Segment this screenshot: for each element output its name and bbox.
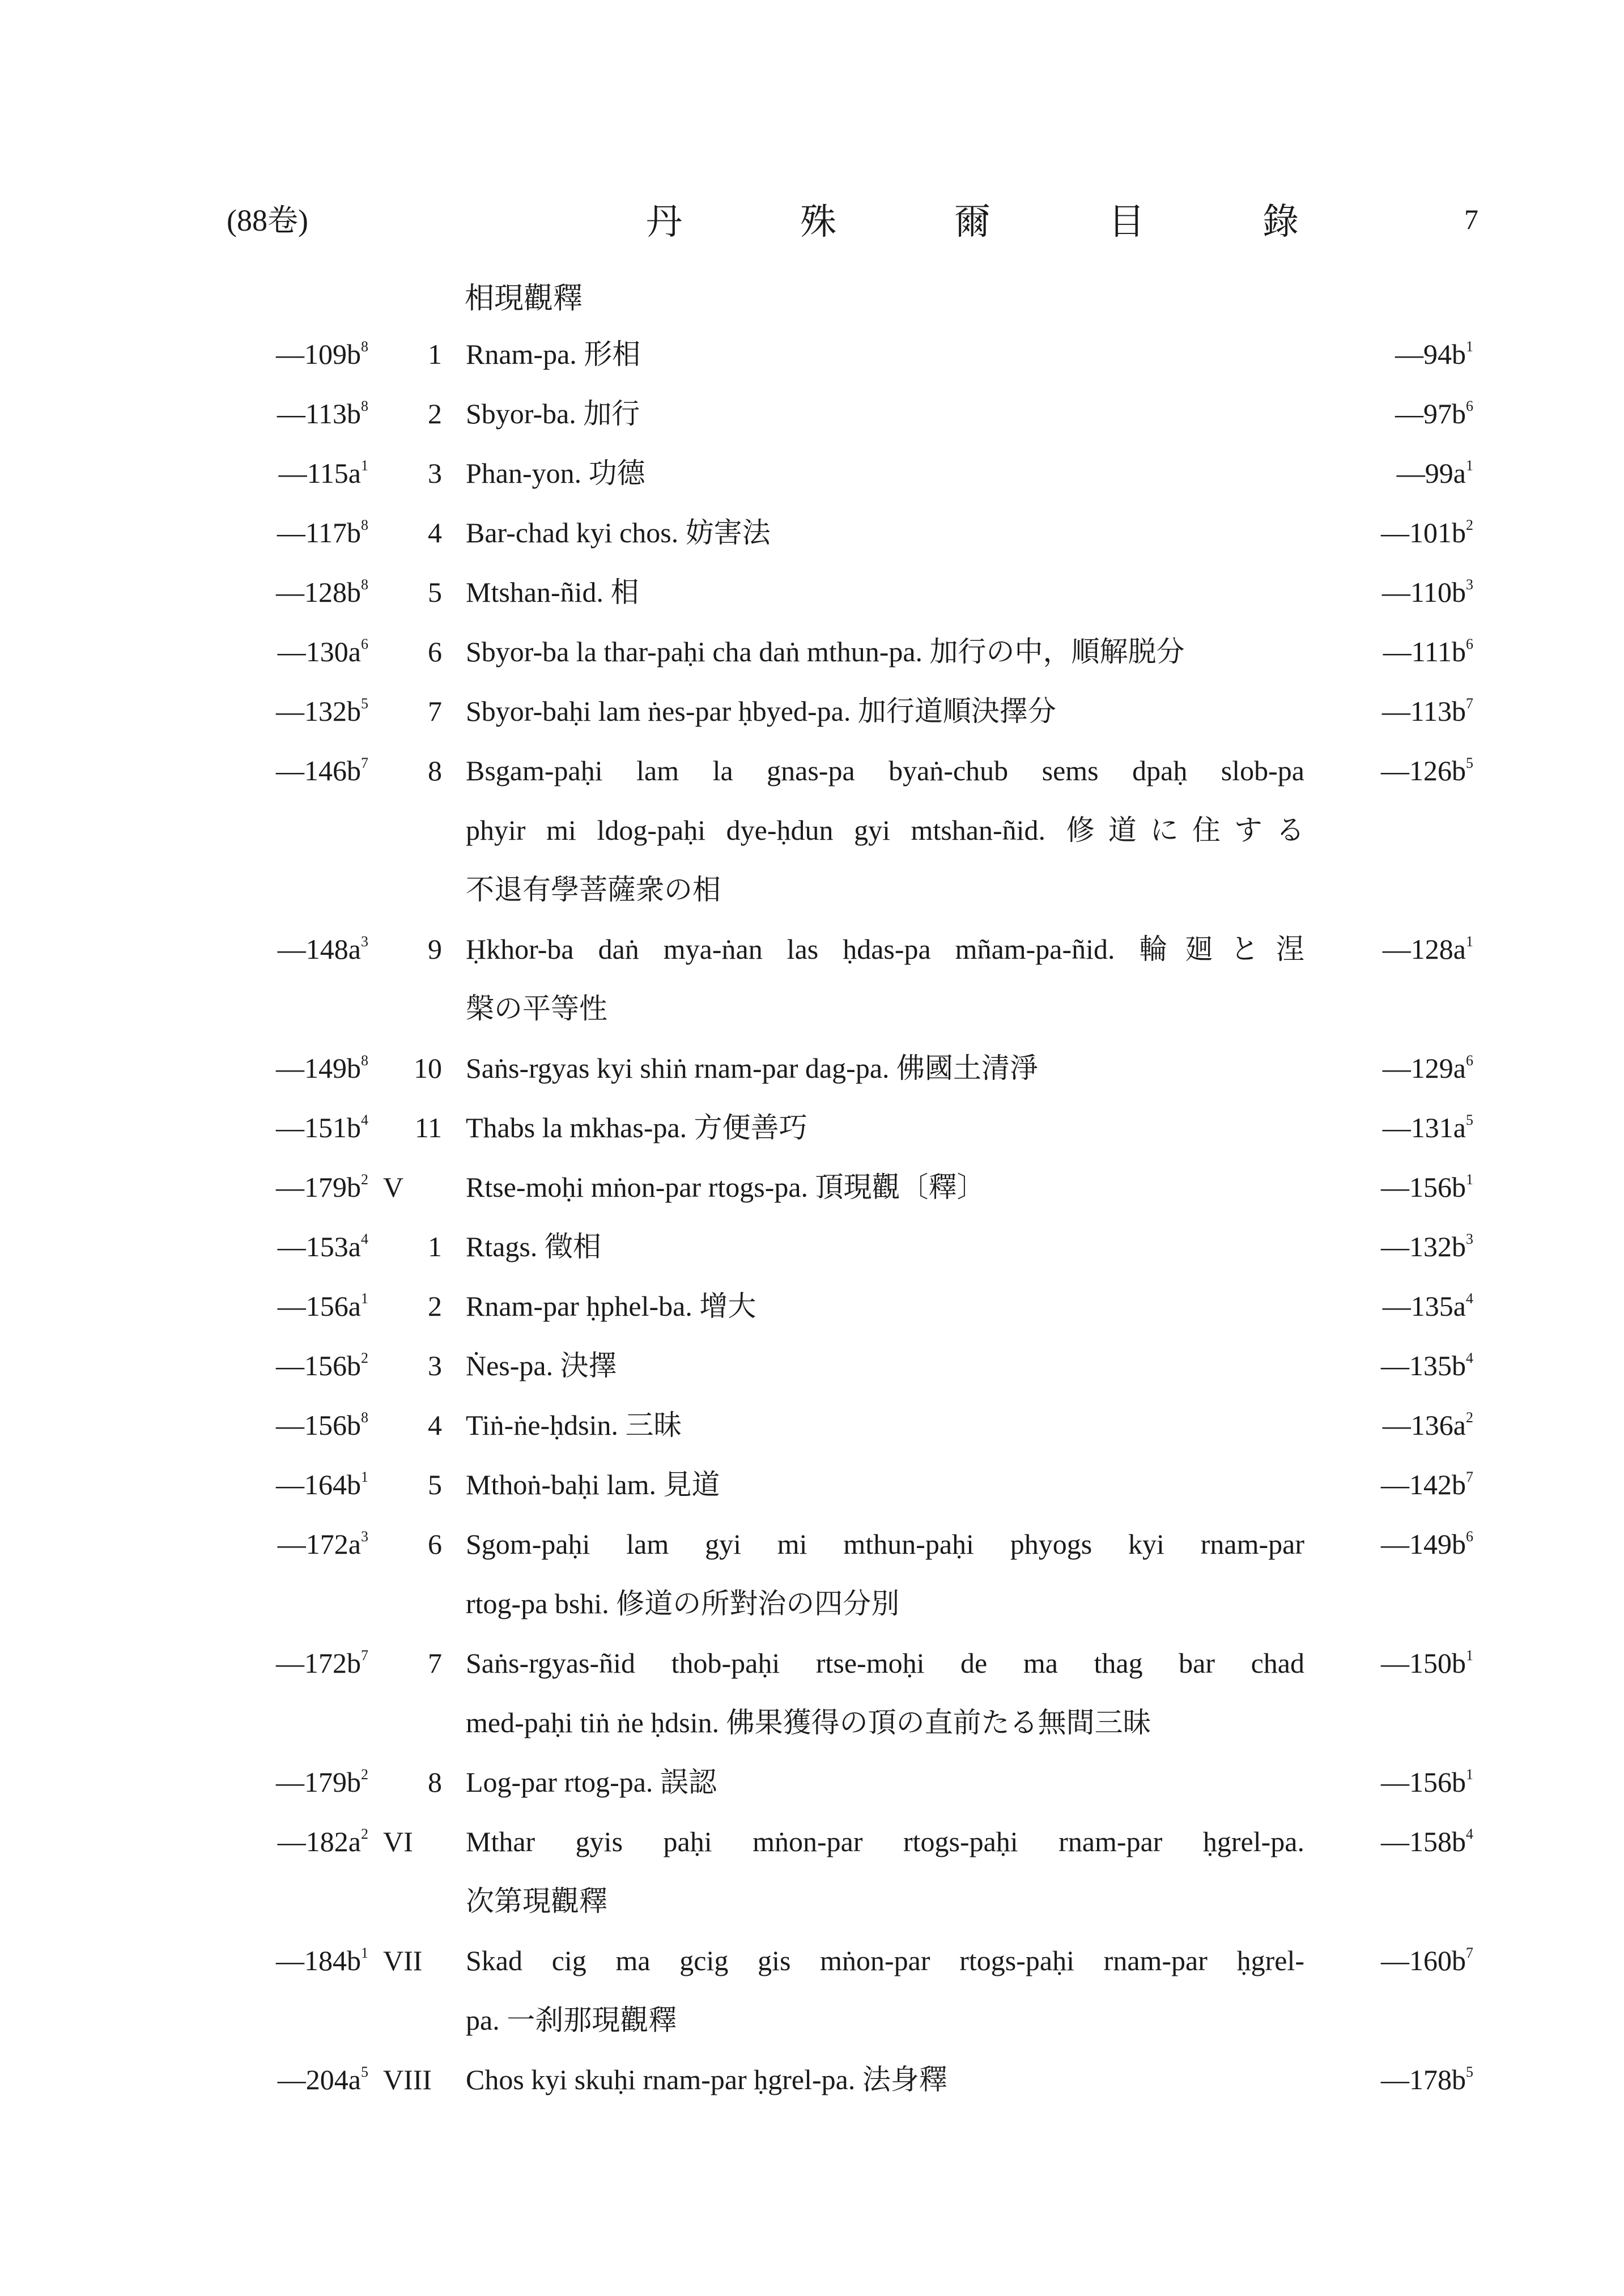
folio-reference-right: $—156b^1$ <box>1381 1171 1473 1203</box>
page-title: 丹 殊 爾 目 錄 <box>646 202 1353 242</box>
entry-number: 6 <box>428 1528 442 1560</box>
folio-line-superscript: 2 <box>361 1350 368 1366</box>
folio-line-superscript: 2 <box>1466 1409 1473 1426</box>
folio-reference-left: $—182a^2$ <box>277 1826 368 1857</box>
entry-title-text: phyir mi ldog-paḥi dye-ḥdun gyi mtshan-ñid. 修道に住する <box>466 814 1304 846</box>
folio-reference-right: $—126b^5$ <box>1381 755 1473 786</box>
folio-line-superscript: 1 <box>361 1469 368 1485</box>
catalog-entry <box>0 334 1624 394</box>
folio-reference-right: $—149b^6$ <box>1381 1528 1473 1560</box>
section-subheading: 相現觀釋 <box>465 283 583 315</box>
entry-line <box>0 1881 1624 1941</box>
entry-title-text: 不退有學菩薩衆の相 <box>466 874 721 905</box>
folio-reference-left: $—179b^2$ <box>276 1766 368 1798</box>
entry-title-text: Bsgam-paḥi lam la gnas-pa byaṅ-chub sems dpaḥ slob-pa <box>466 755 1304 786</box>
folio-line-superscript: 4 <box>1466 1290 1473 1307</box>
folio-reference-right: $—135b^4$ <box>1381 1350 1473 1381</box>
entry-line <box>0 572 1624 632</box>
folio-reference-right: $—158b^4$ <box>1381 1826 1473 1857</box>
entry-number: 9 <box>428 933 442 965</box>
catalog-entry <box>0 1286 1624 1346</box>
entry-line <box>0 2000 1624 2060</box>
folio-reference-right: $—135a^4$ <box>1382 1290 1473 1322</box>
entry-title-text: 次第現觀釋 <box>466 1885 607 1917</box>
entry-line <box>0 810 1624 870</box>
entry-title-text: Rnam-par ḥphel-ba. 增大 <box>466 1290 756 1322</box>
folio-line-superscript: 5 <box>361 695 368 712</box>
entry-number: 8 <box>428 1766 442 1798</box>
entry-title-text: Sbyor-ba la thar-paḥi cha daṅ mthun-pa. 加行の中，順解脱分 <box>466 636 1185 667</box>
entry-line <box>0 1822 1624 1881</box>
folio-reference-left: $—179b^2$ <box>276 1171 368 1203</box>
entry-line <box>0 691 1624 751</box>
entry-title-text: Phan-yon. 功德 <box>466 457 645 489</box>
catalog-entry <box>0 572 1624 632</box>
catalog-entry <box>0 1762 1624 1822</box>
entry-line <box>0 1405 1624 1465</box>
folio-line-superscript: 8 <box>361 1052 368 1069</box>
folio-line-superscript: 2 <box>1466 517 1473 533</box>
entry-line <box>0 1108 1624 1167</box>
entry-number: V <box>383 1171 404 1203</box>
folio-reference-left: $—115a^1$ <box>278 457 368 489</box>
folio-line-superscript: 3 <box>1466 1231 1473 1247</box>
folio-reference-left: $—128b^8$ <box>276 576 368 608</box>
entry-title-text: Chos kyi skuḥi rnam-par ḥgrel-pa. 法身釋 <box>466 2064 947 2095</box>
entry-number: 11 <box>414 1112 442 1143</box>
folio-reference-right: $—132b^3$ <box>1381 1231 1473 1262</box>
folio-line-superscript: 6 <box>1466 398 1473 414</box>
folio-line-superscript: 7 <box>1466 1945 1473 1961</box>
entry-title-text: Mtshan-ñid. 相 <box>466 576 639 608</box>
catalog-entry <box>0 691 1624 751</box>
entry-number: 3 <box>428 457 442 489</box>
entry-number: 8 <box>428 755 442 786</box>
folio-reference-right: $—111b^6$ <box>1383 636 1473 667</box>
entry-line <box>0 1227 1624 1286</box>
catalog-entry <box>0 1167 1624 1227</box>
catalog-entry <box>0 2060 1624 2119</box>
catalog-entry <box>0 1524 1624 1643</box>
folio-reference-left: $—109b^8$ <box>276 338 368 370</box>
folio-line-superscript: 1 <box>1466 1766 1473 1783</box>
catalog-entry <box>0 453 1624 513</box>
folio-line-superscript: 6 <box>1466 1052 1473 1069</box>
folio-line-superscript: 5 <box>1466 1112 1473 1128</box>
entry-line <box>0 870 1624 929</box>
folio-line-superscript: 2 <box>361 1766 368 1783</box>
folio-line-superscript: 1 <box>1466 1647 1473 1664</box>
entry-line <box>0 1048 1624 1108</box>
folio-reference-right: $—128a^1$ <box>1382 933 1473 965</box>
page-number: 7 <box>1464 203 1478 235</box>
entry-number: 5 <box>428 1469 442 1500</box>
entry-title-text: med-paḥi tiṅ ṅe ḥdsin. 佛果獲得の頂の直前たる無間三昧 <box>466 1707 1151 1738</box>
folio-line-superscript: 1 <box>361 1945 368 1961</box>
entry-line <box>0 2060 1624 2119</box>
entry-line <box>0 1703 1624 1762</box>
folio-reference-left: $—153a^4$ <box>277 1231 368 1262</box>
entry-line <box>0 1346 1624 1405</box>
folio-line-superscript: 7 <box>361 755 368 771</box>
entry-number: 1 <box>428 1231 442 1262</box>
entry-number: 4 <box>428 1409 442 1441</box>
catalog-entry <box>0 632 1624 691</box>
folio-reference-right: $—160b^7$ <box>1381 1945 1473 1976</box>
volume-label: (88卷) <box>227 203 308 237</box>
entry-number: 5 <box>428 576 442 608</box>
folio-line-superscript: 1 <box>1466 933 1473 950</box>
entry-line <box>0 989 1624 1048</box>
entry-title-text: Thabs la mkhas-pa. 方便善巧 <box>466 1112 807 1143</box>
folio-line-superscript: 4 <box>1466 1826 1473 1842</box>
entry-title-text: Saṅs-rgyas-ñid thob-paḥi rtse-moḥi de ma thag bar chad <box>466 1647 1304 1679</box>
folio-reference-right: $—113b^7$ <box>1381 695 1473 727</box>
catalog-entry <box>0 1405 1624 1465</box>
folio-line-superscript: 5 <box>1466 2064 1473 2080</box>
folio-line-superscript: 4 <box>1466 1350 1473 1366</box>
folio-reference-left: $—151b^4$ <box>276 1112 368 1143</box>
folio-reference-right: $—101b^2$ <box>1381 517 1473 549</box>
catalog-entries <box>0 334 1624 2119</box>
folio-line-superscript: 3 <box>1466 576 1473 593</box>
entry-line <box>0 513 1624 572</box>
entry-number: 2 <box>428 1290 442 1322</box>
entry-line <box>0 1643 1624 1703</box>
folio-line-superscript: 1 <box>1466 457 1473 474</box>
catalog-entry <box>0 1346 1624 1405</box>
entry-line <box>0 453 1624 513</box>
folio-line-superscript: 5 <box>361 2064 368 2080</box>
folio-reference-left: $—148a^3$ <box>277 933 368 965</box>
folio-reference-left: $—113b^8$ <box>277 398 368 430</box>
folio-reference-left: $—172a^3$ <box>277 1528 368 1560</box>
folio-reference-left: $—117b^8$ <box>277 517 368 549</box>
folio-reference-right: $—136a^2$ <box>1382 1409 1473 1441</box>
entry-number: 7 <box>428 1647 442 1679</box>
catalog-entry <box>0 751 1624 929</box>
folio-line-superscript: 8 <box>361 1409 368 1426</box>
folio-reference-left: $—149b^8$ <box>276 1052 368 1084</box>
catalog-entry <box>0 1941 1624 2060</box>
entry-line <box>0 1465 1624 1524</box>
folio-reference-right: $—178b^5$ <box>1381 2064 1473 2095</box>
entry-number: 6 <box>428 636 442 667</box>
entry-title-text: Rtse-moḥi mṅon-par rtogs-pa. 頂現觀〔釋〕 <box>466 1171 985 1203</box>
entry-line <box>0 1167 1624 1227</box>
folio-line-superscript: 6 <box>361 636 368 652</box>
catalog-entry <box>0 929 1624 1048</box>
folio-line-superscript: 8 <box>361 576 368 593</box>
entry-number: 2 <box>428 398 442 430</box>
entry-line <box>0 1286 1624 1346</box>
folio-reference-right: $—97b^6$ <box>1395 398 1473 430</box>
entry-title-text: Tiṅ-ṅe-ḥdsin. 三昧 <box>466 1409 682 1441</box>
entry-number: 4 <box>428 517 442 549</box>
folio-line-superscript: 6 <box>1466 1528 1473 1545</box>
folio-reference-left: $—132b^5$ <box>276 695 368 727</box>
catalog-entry <box>0 1108 1624 1167</box>
entry-line <box>0 1762 1624 1822</box>
folio-reference-right: $—99a^1$ <box>1396 457 1473 489</box>
entry-title-text: Ḥkhor-ba daṅ mya-ṅan las ḥdas-pa mñam-pa-ñid. 輪廻と涅 <box>466 933 1304 965</box>
entry-number: 1 <box>428 338 442 370</box>
folio-line-superscript: 7 <box>361 1647 368 1664</box>
folio-line-superscript: 7 <box>1466 695 1473 712</box>
folio-line-superscript: 2 <box>361 1826 368 1842</box>
folio-line-superscript: 5 <box>1466 755 1473 771</box>
entry-title-text: Saṅs-rgyas kyi shiṅ rnam-par dag-pa. 佛國土清淨 <box>466 1052 1039 1084</box>
entry-title-text: Rtags. 徵相 <box>466 1231 601 1262</box>
catalog-entry <box>0 1465 1624 1524</box>
folio-reference-left: $—164b^1$ <box>276 1469 368 1500</box>
entry-number: 10 <box>414 1052 442 1084</box>
catalog-entry <box>0 1227 1624 1286</box>
folio-reference-right: $—156b^1$ <box>1381 1766 1473 1798</box>
folio-reference-left: $—130a^6$ <box>277 636 368 667</box>
entry-title-text: rtog-pa bshi. 修道の所對治の四分別 <box>466 1588 900 1619</box>
folio-reference-right: $—129a^6$ <box>1382 1052 1473 1084</box>
catalog-entry <box>0 394 1624 453</box>
entry-title-text: 槃の平等性 <box>466 993 607 1024</box>
folio-line-superscript: 1 <box>1466 338 1473 355</box>
entry-number: VIII <box>383 2064 432 2095</box>
catalog-entry <box>0 1643 1624 1762</box>
folio-reference-left: $—184b^1$ <box>276 1945 368 1976</box>
folio-reference-left: $—146b^7$ <box>276 755 368 786</box>
entry-title-text: Mthoṅ-baḥi lam. 見道 <box>466 1469 720 1500</box>
entry-title-text: Sbyor-ba. 加行 <box>466 398 640 430</box>
folio-reference-left: $—156b^2$ <box>276 1350 368 1381</box>
folio-reference-right: $—131a^5$ <box>1382 1112 1473 1143</box>
folio-line-superscript: 1 <box>1466 1171 1473 1188</box>
folio-line-superscript: 2 <box>361 1171 368 1188</box>
entry-title-text: Sbyor-baḥi lam ṅes-par ḥbyed-pa. 加行道順決擇分 <box>466 695 1056 727</box>
entry-title-text: Log-par rtog-pa. 誤認 <box>466 1766 717 1798</box>
entry-number: 3 <box>428 1350 442 1381</box>
entry-line <box>0 632 1624 691</box>
folio-line-superscript: 4 <box>361 1112 368 1128</box>
folio-line-superscript: 8 <box>361 338 368 355</box>
catalog-entry <box>0 513 1624 572</box>
entry-title-text: Ṅes-pa. 決擇 <box>466 1350 617 1381</box>
folio-reference-left: $—156a^1$ <box>277 1290 368 1322</box>
catalog-entry <box>0 1822 1624 1941</box>
folio-line-superscript: 4 <box>361 1231 368 1247</box>
entry-line <box>0 929 1624 989</box>
entry-line <box>0 1524 1624 1584</box>
entry-title-text: Skad cig ma gcig gis mṅon-par rtogs-paḥi rnam-par ḥgrel- <box>466 1945 1304 1976</box>
folio-reference-right: $—142b^7$ <box>1381 1469 1473 1500</box>
entry-title-text: pa. 一刹那現觀釋 <box>466 2004 677 2036</box>
folio-reference-left: $—204a^5$ <box>277 2064 368 2095</box>
entry-number: 7 <box>428 695 442 727</box>
folio-reference-left: $—156b^8$ <box>276 1409 368 1441</box>
entry-title-text: Mthar gyis paḥi mṅon-par rtogs-paḥi rnam-par ḥgrel-pa. <box>466 1826 1304 1857</box>
entry-line <box>0 751 1624 810</box>
folio-line-superscript: 3 <box>361 1528 368 1545</box>
folio-line-superscript: 3 <box>361 933 368 950</box>
entry-number: VI <box>383 1826 413 1857</box>
entry-title-text: Bar-chad kyi chos. 妨害法 <box>466 517 771 549</box>
folio-line-superscript: 8 <box>361 517 368 533</box>
entry-line <box>0 394 1624 453</box>
entry-line <box>0 1941 1624 2000</box>
folio-reference-right: $—110b^3$ <box>1381 576 1473 608</box>
folio-line-superscript: 1 <box>361 457 368 474</box>
folio-line-superscript: 8 <box>361 398 368 414</box>
folio-line-superscript: 7 <box>1466 1469 1473 1485</box>
folio-reference-left: $—172b^7$ <box>276 1647 368 1679</box>
entry-line <box>0 1584 1624 1643</box>
folio-line-superscript: 1 <box>361 1290 368 1307</box>
entry-number: VII <box>383 1945 423 1976</box>
entry-title-text: Sgom-paḥi lam gyi mi mthun-paḥi phyogs kyi rnam-par <box>466 1528 1304 1560</box>
catalog-entry <box>0 1048 1624 1108</box>
folio-reference-right: $—94b^1$ <box>1395 338 1473 370</box>
entry-line <box>0 334 1624 394</box>
entry-title-text: Rnam-pa. 形相 <box>466 338 641 370</box>
folio-reference-right: $—150b^1$ <box>1381 1647 1473 1679</box>
folio-line-superscript: 6 <box>1466 636 1473 652</box>
